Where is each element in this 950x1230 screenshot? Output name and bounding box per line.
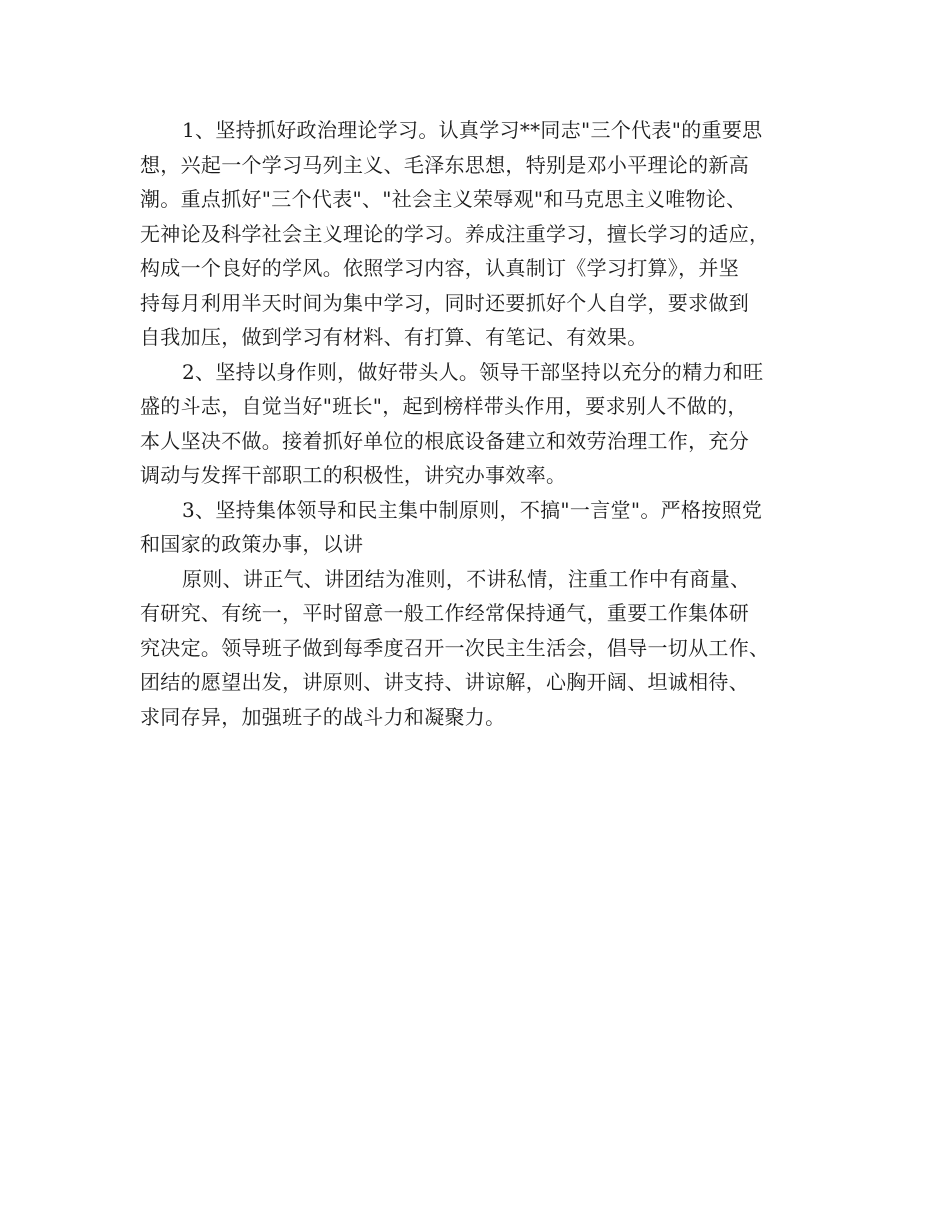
paragraph-1-line: 潮。重点抓好"三个代表"、"社会主义荣辱观"和马克思主义唯物论、 bbox=[140, 187, 747, 211]
paragraph-1-line: 1、坚持抓好政治理论学习。认真学习**同志"三个代表"的重要思 bbox=[182, 118, 763, 142]
paragraph-4-line: 究决定。领导班子做到每季度召开一次民主生活会，倡导一切从工作、 bbox=[140, 635, 770, 660]
paragraph-2-line: 2、坚持以身作则，做好带头人。领导干部坚持以充分的精力和旺 bbox=[182, 359, 764, 384]
paragraph-1-line: 自我加压，做到学习有材料、有打算、有笔记、有效果。 bbox=[140, 325, 648, 349]
paragraph-4-line: 原则、讲正气、讲团结为准则，不讲私情，注重工作中有商量、 bbox=[182, 566, 751, 591]
paragraph-4-line: 团结的愿望出发，讲原则、讲支持、讲谅解，心胸开阔、坦诚相待、 bbox=[140, 670, 749, 694]
document-body bbox=[140, 113, 840, 734]
paragraph-2-line: 调动与发挥干部职工的积极性，讲究办事效率。 bbox=[140, 463, 567, 487]
paragraph-3-line: 和国家的政策办事，以讲 bbox=[140, 532, 364, 556]
paragraph-1-line: 想，兴起一个学习马列主义、毛泽东思想，特别是邓小平理论的新高 bbox=[140, 152, 749, 177]
paragraph-4-line: 有研究、有统一，平时留意一般工作经常保持通气，重要工作集体研 bbox=[140, 601, 749, 625]
paragraph-1-line: 持每月利用半天时间为集中学习，同时还要抓好个人自学，要求做到 bbox=[140, 290, 749, 315]
paragraph-1-line: 构成一个良好的学风。依照学习内容，认真制订《学习打算》，并坚 bbox=[140, 256, 739, 280]
paragraph-1-line: 无神论及科学社会主义理论的学习。养成注重学习，擅长学习的适应， bbox=[140, 221, 770, 246]
paragraph-2-line: 本人坚决不做。接着抓好单位的根底设备建立和效劳治理工作，充分 bbox=[140, 428, 749, 453]
paragraph-4-line: 求同存异，加强班子的战斗力和凝聚力。 bbox=[140, 704, 506, 729]
paragraph-3-line: 3、坚持集体领导和民主集中制原则，不搞"一言堂"。严格按照党 bbox=[182, 497, 763, 522]
paragraph-2-line: 盛的斗志，自觉当好"班长"，起到榜样带头作用，要求别人不做的， bbox=[140, 394, 748, 418]
